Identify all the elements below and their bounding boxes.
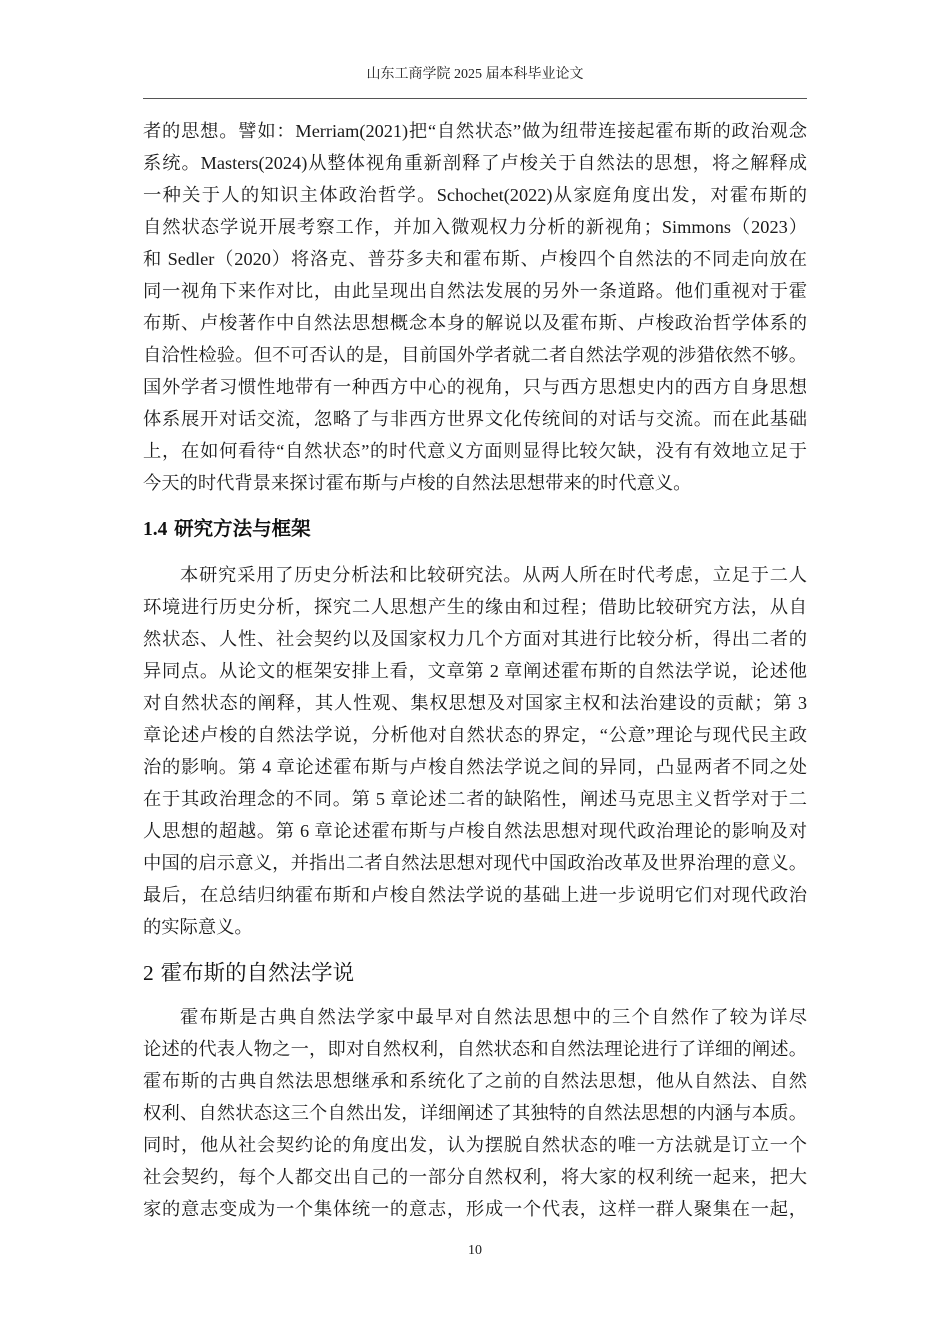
text-line: 异同点。从论文的框架安排上看，文章第 2 章阐述霍布斯的自然法学说，论述他	[143, 661, 807, 681]
text-line: 自洽性检验。但不可否认的是，目前国外学者就二者自然法学观的涉猎依然不够。	[143, 345, 807, 365]
text-line: 的实际意义。	[143, 917, 253, 937]
header-rule	[143, 98, 807, 99]
section-heading-1-4	[143, 517, 311, 542]
text-line: 系统。Masters(2024)从整体视角重新剖释了卢梭关于自然法的思想，将之解释成	[143, 153, 807, 173]
text-line: 论述的代表人物之一，即对自然权利，自然状态和自然法理论进行了详细的阐述。	[143, 1039, 807, 1059]
text-line: 同一视角下来作对比，由此呈现出自然法发展的另外一条道路。他们重视对于霍	[143, 281, 807, 301]
text-line: 治的影响。第 4 章论述霍布斯与卢梭自然法学说之间的异同，凸显两者不同之处	[143, 757, 807, 777]
text-line: 自然状态学说开展考察工作，并加入微观权力分析的新视角；Simmons（2023）	[143, 217, 807, 237]
text-line: 同时，他从社会契约论的角度出发，认为摆脱自然状态的唯一方法就是订立一个	[143, 1135, 807, 1155]
page-number: 10	[468, 1243, 482, 1258]
text-line: 上，在如何看待“自然状态”的时代意义方面则显得比较欠缺，没有有效地立足于	[143, 441, 807, 461]
text-line: 霍布斯的古典自然法思想继承和系统化了之前的自然法思想，他从自然法、自然	[143, 1071, 807, 1091]
text-line: 权利、自然状态这三个自然出发，详细阐述了其独特的自然法思想的内涵与本质。	[143, 1103, 807, 1123]
section-title: 研究方法与框架	[174, 517, 311, 540]
text-line: 今天的时代背景来探讨霍布斯与卢梭的自然法思想带来的时代意义。	[143, 473, 692, 493]
chapter-heading-2	[143, 960, 354, 987]
text-line: 然状态、人性、社会契约以及国家权力几个方面对其进行比较分析，得出二者的	[143, 629, 807, 649]
text-line: 社会契约，每个人都交出自己的一部分自然权利，将大家的权利统一起来，把大	[143, 1167, 807, 1187]
text-line: 章论述卢梭的自然法学说，分析他对自然状态的界定，“公意”理论与现代民主政	[143, 725, 807, 745]
chapter-title: 霍布斯的自然法学说	[160, 961, 355, 986]
text-line: 中国的启示意义，并指出二者自然法思想对现代中国政治改革及世界治理的意义。	[143, 853, 807, 873]
text-line: 霍布斯是古典自然法学家中最早对自然法思想中的三个自然作了较为详尽	[180, 1007, 807, 1027]
text-line: 一种关于人的知识主体政治哲学。Schochet(2022)从家庭角度出发，对霍布斯的	[143, 185, 807, 205]
text-line: 对自然状态的阐释，其人性观、集权思想及对国家主权和法治建设的贡献；第 3	[143, 693, 807, 713]
text-line: 者的思想。譬如：Merriam(2021)把“自然状态”做为纽带连接起霍布斯的政治观念	[143, 121, 807, 141]
text-line: 家的意志变成为一个集体统一的意志，形成一个代表，这样一群人聚集在一起，	[143, 1199, 807, 1219]
section-number: 1.4	[143, 519, 168, 540]
text-line: 环境进行历史分析，探究二人思想产生的缘由和过程；借助比较研究方法，从自	[143, 597, 807, 617]
text-line: 布斯、卢梭著作中自然法思想概念本身的解说以及霍布斯、卢梭政治哲学体系的	[143, 313, 807, 333]
text-line: 本研究采用了历史分析法和比较研究法。从两人所在时代考虑，立足于二人	[180, 565, 807, 585]
chapter-number: 2	[143, 961, 154, 985]
text-line: 国外学者习惯性地带有一种西方中心的视角，只与西方思想史内的西方自身思想	[143, 377, 807, 397]
text-line: 体系展开对话交流，忽略了与非西方世界文化传统间的对话与交流。而在此基础	[143, 409, 807, 429]
text-line: 在于其政治理念的不同。第 5 章论述二者的缺陷性，阐述马克思主义哲学对于二	[143, 789, 807, 809]
text-line: 最后，在总结归纳霍布斯和卢梭自然法学说的基础上进一步说明它们对现代政治	[143, 885, 807, 905]
text-line: 人思想的超越。第 6 章论述霍布斯与卢梭自然法思想对现代政治理论的影响及对	[143, 821, 807, 841]
text-line: 和 Sedler（2020）将洛克、普芬多夫和霍布斯、卢梭四个自然法的不同走向放在	[143, 249, 807, 269]
running-header: 山东工商学院 2025 届本科毕业论文	[366, 67, 584, 82]
